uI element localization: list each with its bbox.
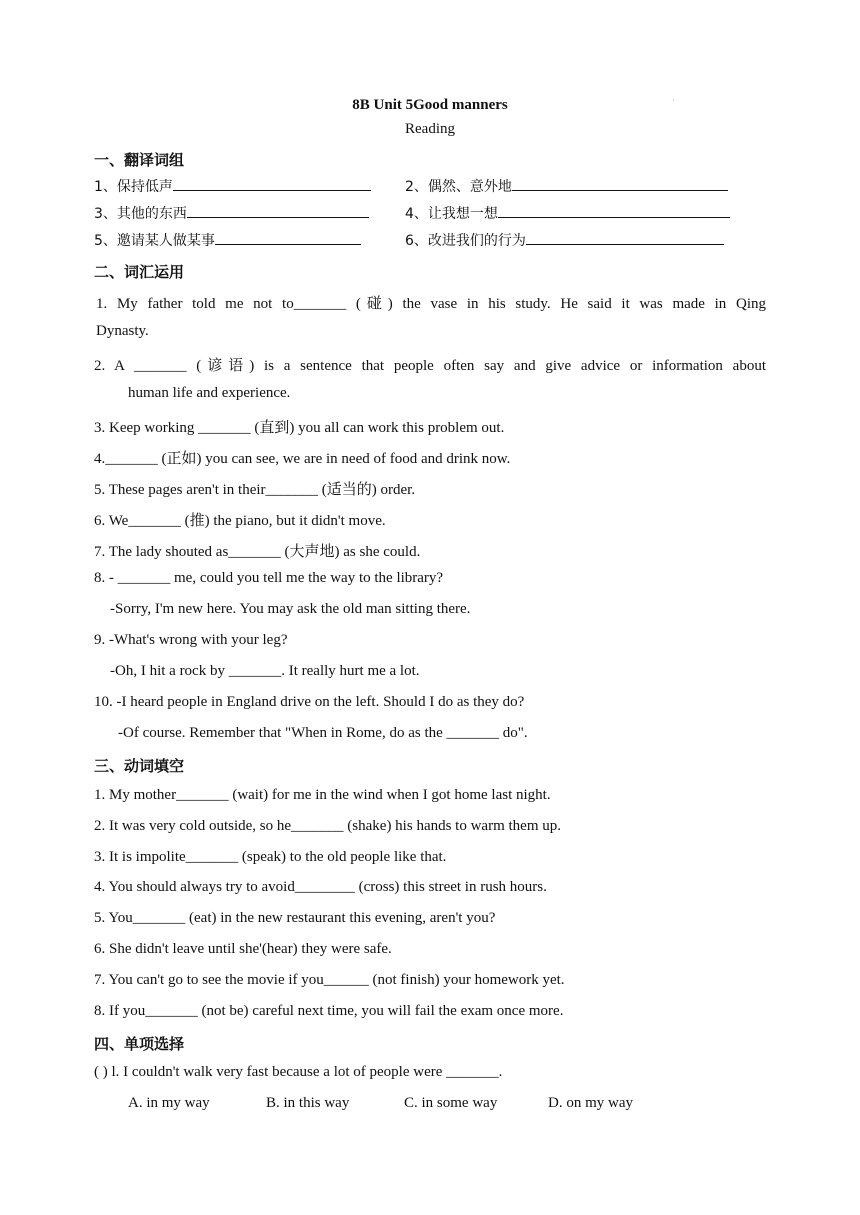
choice-option-b[interactable]: B. in this way bbox=[266, 1095, 350, 1111]
answer-blank[interactable] bbox=[187, 203, 369, 218]
vocab-question-10: 10. -I heard people in England drive on the left. Should I do as they do? bbox=[94, 694, 525, 710]
answer-blank[interactable] bbox=[512, 176, 728, 191]
vocab-question-7: 7. The lady shouted as_______ (大声地) as she could. bbox=[94, 544, 421, 560]
vocab-question-3: 3. Keep working _______ (直到) you all can work this problem out. bbox=[94, 420, 505, 436]
choice-option-d[interactable]: D. on my way bbox=[548, 1095, 633, 1111]
vocab-question-8-reply: -Sorry, I'm new here. You may ask the old man sitting there. bbox=[110, 601, 471, 617]
answer-blank[interactable] bbox=[215, 230, 361, 245]
phrase-item-6: 6、改进我们的行为 bbox=[405, 230, 724, 250]
verb-question-6: 6. She didn't leave until she'(hear) they were safe. bbox=[94, 941, 392, 957]
stray-mark: · bbox=[672, 96, 675, 105]
page-subtitle: Reading bbox=[405, 121, 455, 137]
section2-heading: 二、词汇运用 bbox=[94, 263, 185, 281]
answer-blank[interactable] bbox=[526, 230, 724, 245]
section1-heading: 一、翻译词组 bbox=[94, 151, 185, 169]
verb-question-7: 7. You can't go to see the movie if you______ (not finish) your homework yet. bbox=[94, 972, 565, 988]
vocab-question-4: 4._______ (正如) you can see, we are in need of food and drink now. bbox=[94, 451, 511, 467]
verb-question-3: 3. It is impolite_______ (speak) to the old people like that. bbox=[94, 849, 447, 865]
verb-question-5: 5. You_______ (eat) in the new restaurant this evening, aren't you? bbox=[94, 910, 496, 926]
vocab-question-8: 8. - _______ me, could you tell me the way to the library? bbox=[94, 570, 444, 586]
page-title: 8B Unit 5Good manners bbox=[352, 97, 508, 113]
vocab-question-2: 2. A _______ (谚语) is a sentence that people often say and give advice or information about bbox=[94, 358, 766, 374]
verb-question-1: 1. My mother_______ (wait) for me in the wind when I got home last night. bbox=[94, 787, 551, 803]
choice-question-1: ( ) l. I couldn't walk very fast because a lot of people were _______. bbox=[94, 1064, 503, 1080]
phrase-item-1: 1、保持低声 bbox=[94, 176, 371, 196]
answer-blank[interactable] bbox=[173, 176, 371, 191]
vocab-question-9-reply: -Oh, I hit a rock by _______. It really hurt me a lot. bbox=[110, 663, 420, 679]
vocab-question-5: 5. These pages aren't in their_______ (适当的) order. bbox=[94, 482, 416, 498]
answer-blank[interactable] bbox=[498, 203, 730, 218]
vocab-question-9: 9. -What's wrong with your leg? bbox=[94, 632, 288, 648]
section3-heading: 三、动词填空 bbox=[94, 757, 185, 775]
vocab-question-2-cont: human life and experience. bbox=[128, 385, 291, 401]
vocab-question-10-reply: -Of course. Remember that "When in Rome, do as the _______ do". bbox=[118, 725, 528, 741]
choice-option-c[interactable]: C. in some way bbox=[404, 1095, 498, 1111]
vocab-question-1: 1. My father told me not to_______ (碰) the vase in his study. He said it was made in Qing bbox=[96, 296, 766, 312]
verb-question-4: 4. You should always try to avoid________ (cross) this street in rush hours. bbox=[94, 879, 547, 895]
verb-question-2: 2. It was very cold outside, so he_______ (shake) his hands to warm them up. bbox=[94, 818, 561, 834]
vocab-question-6: 6. We_______ (推) the piano, but it didn't move. bbox=[94, 513, 386, 529]
phrase-item-3: 3、其他的东西 bbox=[94, 203, 369, 223]
phrase-item-5: 5、邀请某人做某事 bbox=[94, 230, 361, 250]
choice-option-a[interactable]: A. in my way bbox=[128, 1095, 210, 1111]
section4-heading: 四、单项选择 bbox=[94, 1035, 185, 1053]
vocab-question-1-cont: Dynasty. bbox=[96, 323, 149, 339]
phrase-item-2: 2、偶然、意外地 bbox=[405, 176, 728, 196]
phrase-item-4: 4、让我想一想 bbox=[405, 203, 730, 223]
verb-question-8: 8. If you_______ (not be) careful next time, you will fail the exam once more. bbox=[94, 1003, 564, 1019]
